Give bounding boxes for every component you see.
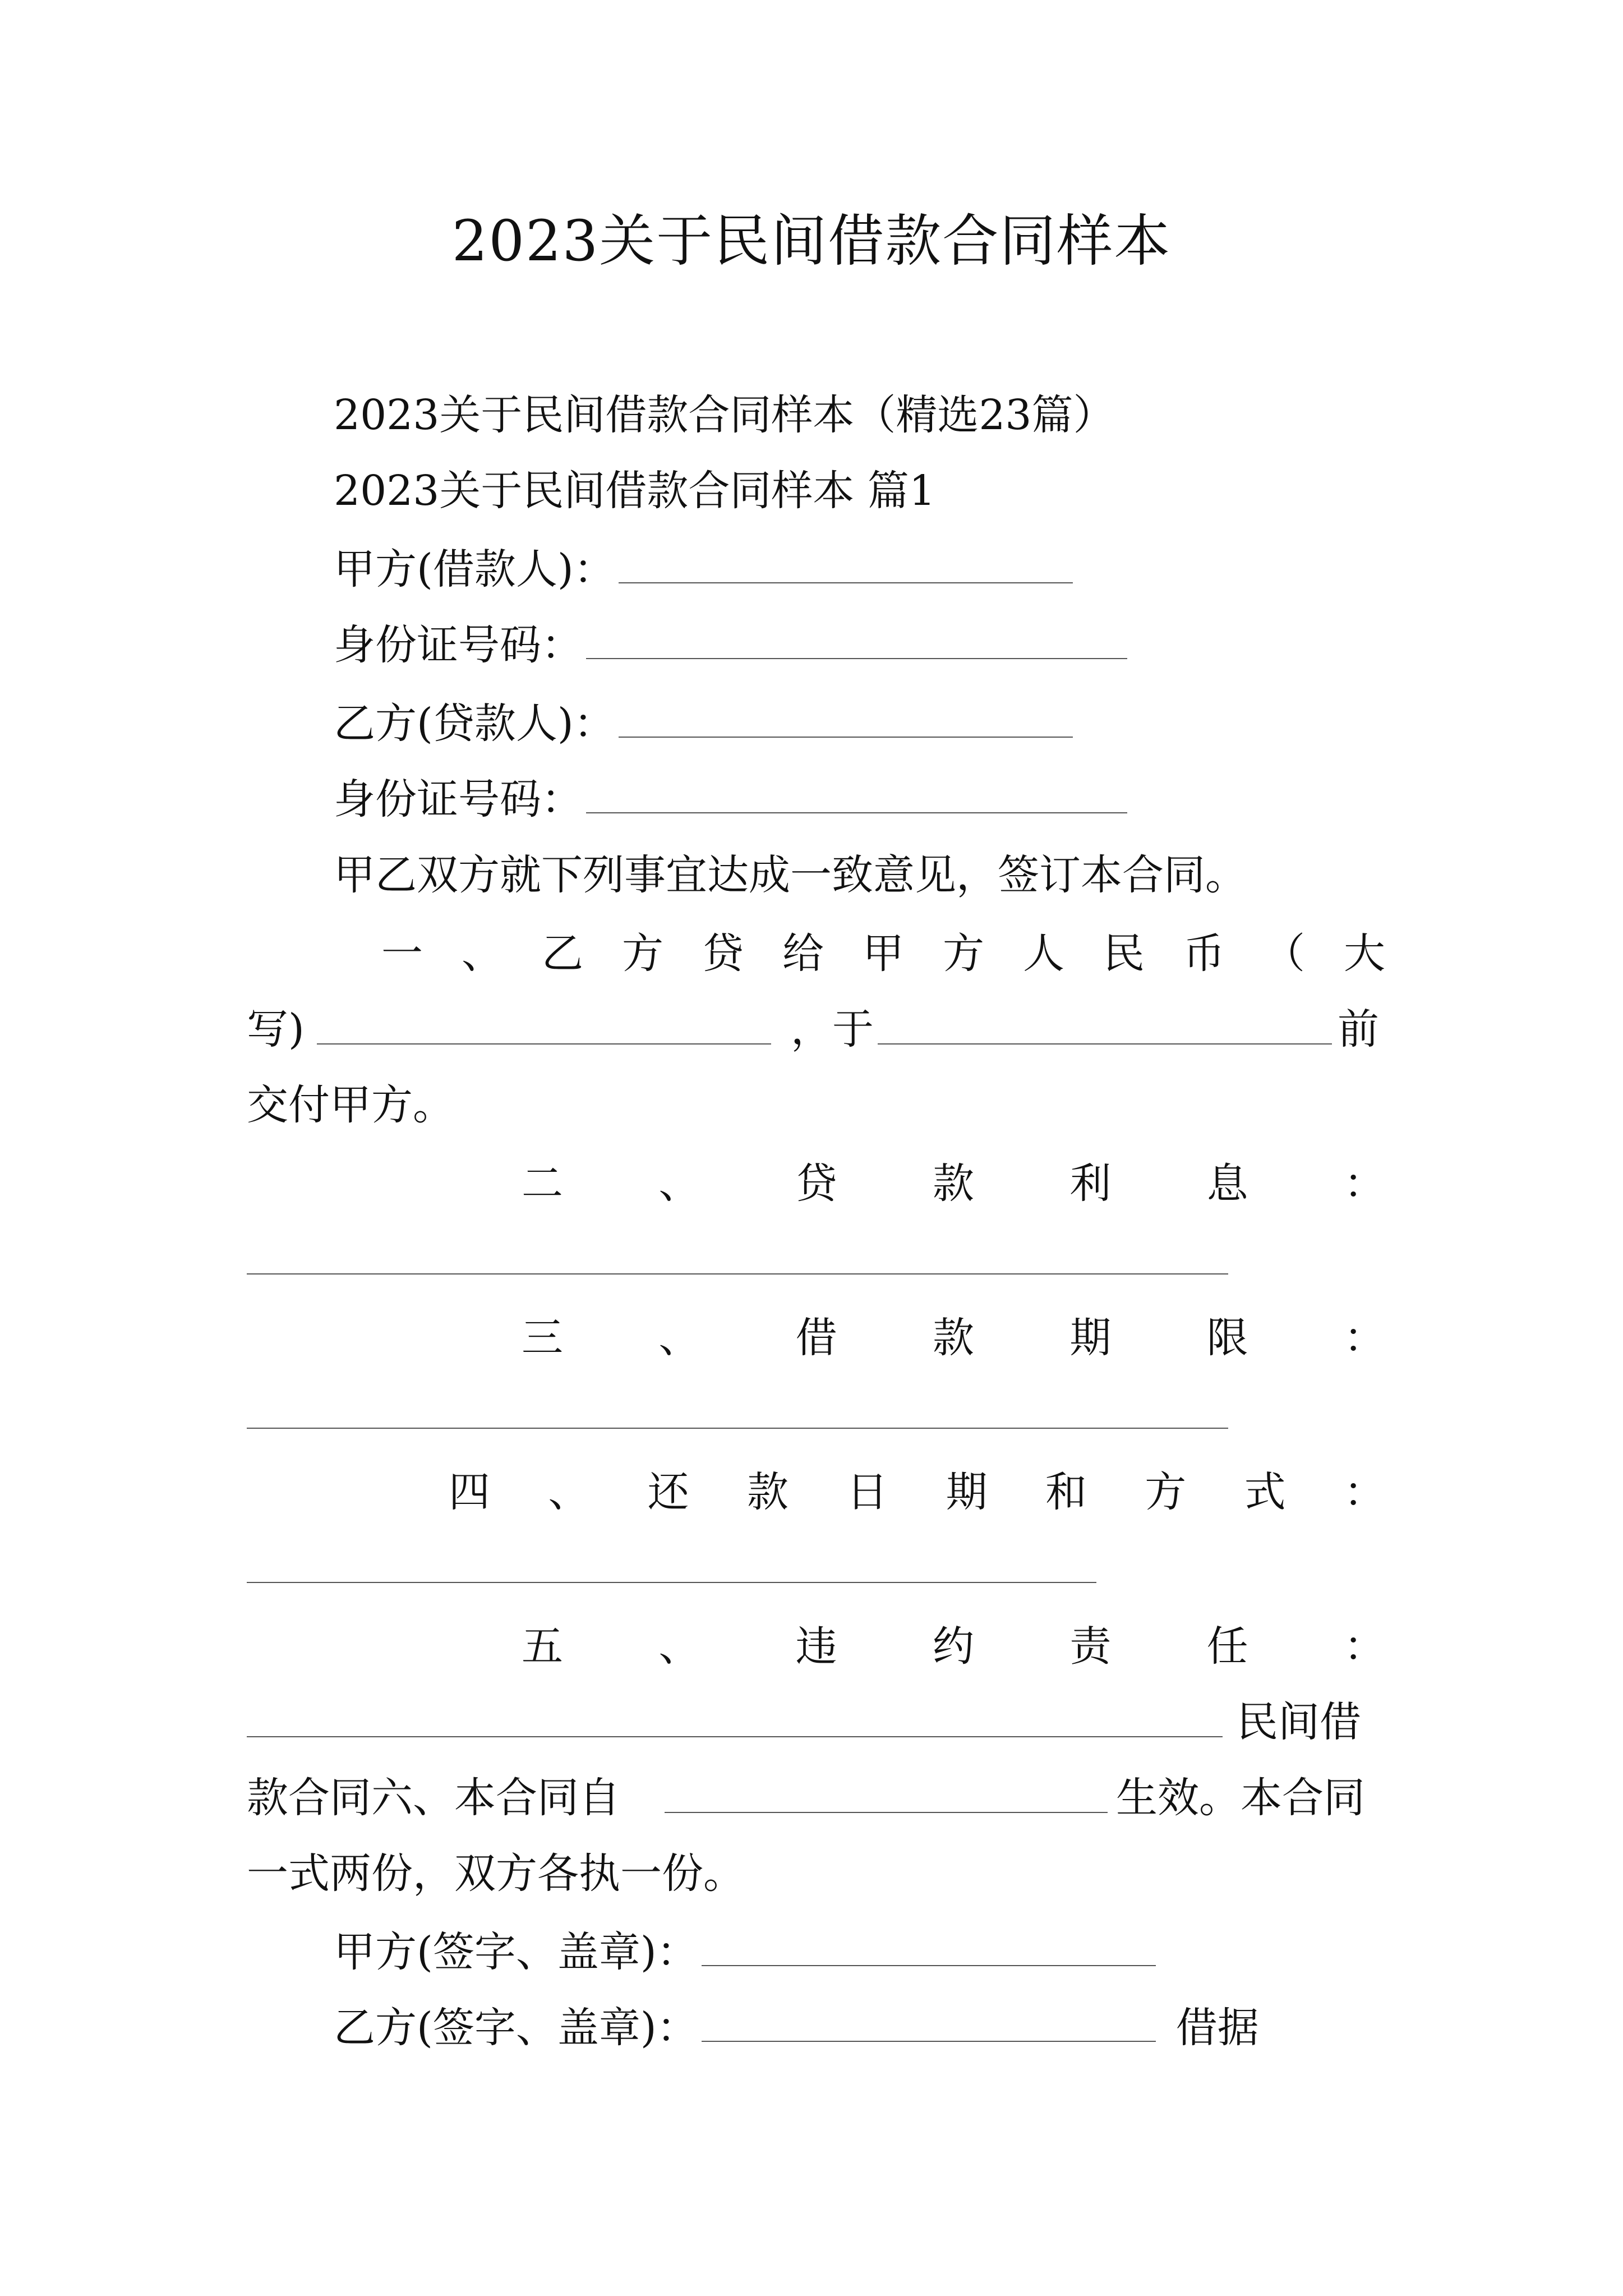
clause4-char: 款 — [746, 1468, 789, 1516]
clause5-line3-start: 款合同六、本合同自 — [247, 1774, 620, 1822]
clause3-char: 、 — [658, 1314, 700, 1362]
clause1-char: 民 — [1103, 930, 1145, 978]
clause2-char: ： — [1343, 1159, 1385, 1208]
clause5-char: ： — [1343, 1622, 1385, 1671]
clause1-char: 贷 — [702, 930, 744, 978]
clause1-line1 — [381, 926, 1385, 982]
document-title: 2023关于民间借款合同样本 — [451, 208, 1172, 274]
sign-b-tail: 借据 — [1175, 2004, 1259, 2052]
clause6-date-blank — [665, 1812, 1108, 1813]
clause3-char: ： — [1343, 1314, 1385, 1362]
clause2-char: 贷 — [795, 1159, 837, 1208]
clause5-blank — [247, 1736, 1223, 1737]
clause2-blank — [247, 1273, 1228, 1274]
clause5-char: 违 — [795, 1622, 837, 1671]
clause5-char: 五 — [522, 1622, 563, 1671]
sign-b-blank — [702, 2001, 1156, 2042]
clause3-char: 期 — [1069, 1314, 1112, 1362]
sign-b-row — [334, 2000, 1259, 2056]
clause4-char: ： — [1343, 1468, 1385, 1516]
clause4-char: 四 — [449, 1468, 490, 1516]
party-b-row — [334, 696, 1076, 752]
clause4-char: 方 — [1145, 1468, 1187, 1516]
clause5-char: 、 — [658, 1622, 700, 1671]
clause2-char: 二 — [522, 1159, 563, 1208]
clause4-blank — [247, 1582, 1096, 1583]
clause2-char: 息 — [1206, 1159, 1248, 1208]
sign-a-label: 甲方(签字、盖章)： — [334, 1928, 698, 1976]
clause4-char: 、 — [548, 1468, 590, 1516]
clause3-char: 限 — [1206, 1314, 1248, 1362]
clause4-char: 还 — [647, 1468, 689, 1516]
clause5-line3-end: 生效。本合同 — [1116, 1774, 1365, 1822]
clause3-char: 借 — [795, 1314, 837, 1362]
clause4-char: 日 — [846, 1468, 888, 1516]
clause1-date-blank — [878, 1043, 1332, 1045]
id-row-1 — [334, 617, 1131, 673]
clause4-char: 期 — [946, 1468, 988, 1516]
subtitle: 2023关于民间借款合同样本（精选23篇） — [334, 391, 1115, 439]
sign-a-row — [334, 1924, 1159, 1980]
clause1-char: （ — [1264, 930, 1305, 978]
clause1-char: 给 — [782, 930, 824, 978]
sign-b-label: 乙方(签字、盖章)： — [334, 2004, 698, 2052]
clause1-char: 方 — [943, 930, 984, 978]
clause1-line2-start: 写) — [247, 1005, 305, 1053]
clause5-char: 约 — [932, 1622, 974, 1671]
id-blank-2 — [586, 773, 1127, 813]
clause3-blank — [247, 1428, 1228, 1429]
clause5-char: 任 — [1206, 1622, 1248, 1671]
clause2-char: 、 — [658, 1159, 700, 1208]
clause4-char: 和 — [1045, 1468, 1087, 1516]
id-label-2: 身份证号码： — [334, 775, 583, 823]
clause1-char: 甲 — [863, 930, 904, 978]
clause2-char: 利 — [1069, 1159, 1112, 1208]
clause1-char: 人 — [1023, 930, 1064, 978]
clause1-char: 币 — [1183, 930, 1225, 978]
sign-a-blank — [702, 1926, 1156, 1966]
clause5-char: 责 — [1069, 1622, 1112, 1671]
clause2-char: 款 — [932, 1159, 974, 1208]
clause1-char: 大 — [1344, 930, 1385, 978]
clause1-amount-blank — [317, 1043, 771, 1045]
clause5-line4: 一式两份，双方各执一份。 — [247, 1849, 745, 1898]
party-a-row — [334, 541, 1076, 597]
clause3-char: 三 — [522, 1314, 563, 1362]
clause2-line1 — [522, 1156, 1385, 1212]
party-b-blank — [619, 697, 1073, 738]
clause1-line3: 交付甲方。 — [247, 1081, 454, 1129]
section-heading: 2023关于民间借款合同样本 篇1 — [334, 467, 935, 515]
clause1-char: 乙 — [542, 930, 583, 978]
clause5-line1 — [522, 1618, 1385, 1674]
id-blank-1 — [586, 619, 1127, 659]
id-row-2 — [334, 771, 1131, 827]
clause4-line1 — [449, 1464, 1385, 1520]
party-a-blank — [619, 543, 1073, 583]
agreement-line: 甲乙双方就下列事宜达成一致意见，签订本合同。 — [334, 851, 1247, 899]
clause5-line2-end: 民间借 — [1237, 1698, 1361, 1746]
party-b-label: 乙方(贷款人)： — [334, 700, 615, 748]
clause3-line1 — [522, 1310, 1385, 1366]
clause1-line2-mid: ，于 — [791, 1005, 874, 1053]
id-label-1: 身份证号码： — [334, 621, 583, 669]
party-a-label: 甲方(借款人)： — [334, 545, 615, 593]
clause3-char: 款 — [932, 1314, 974, 1362]
clause1-char: 方 — [622, 930, 663, 978]
clause1-line2-end: 前 — [1338, 1005, 1379, 1053]
clause1-char: 一 — [381, 930, 423, 978]
clause4-char: 式 — [1244, 1468, 1286, 1516]
clause1-char: 、 — [462, 930, 503, 978]
